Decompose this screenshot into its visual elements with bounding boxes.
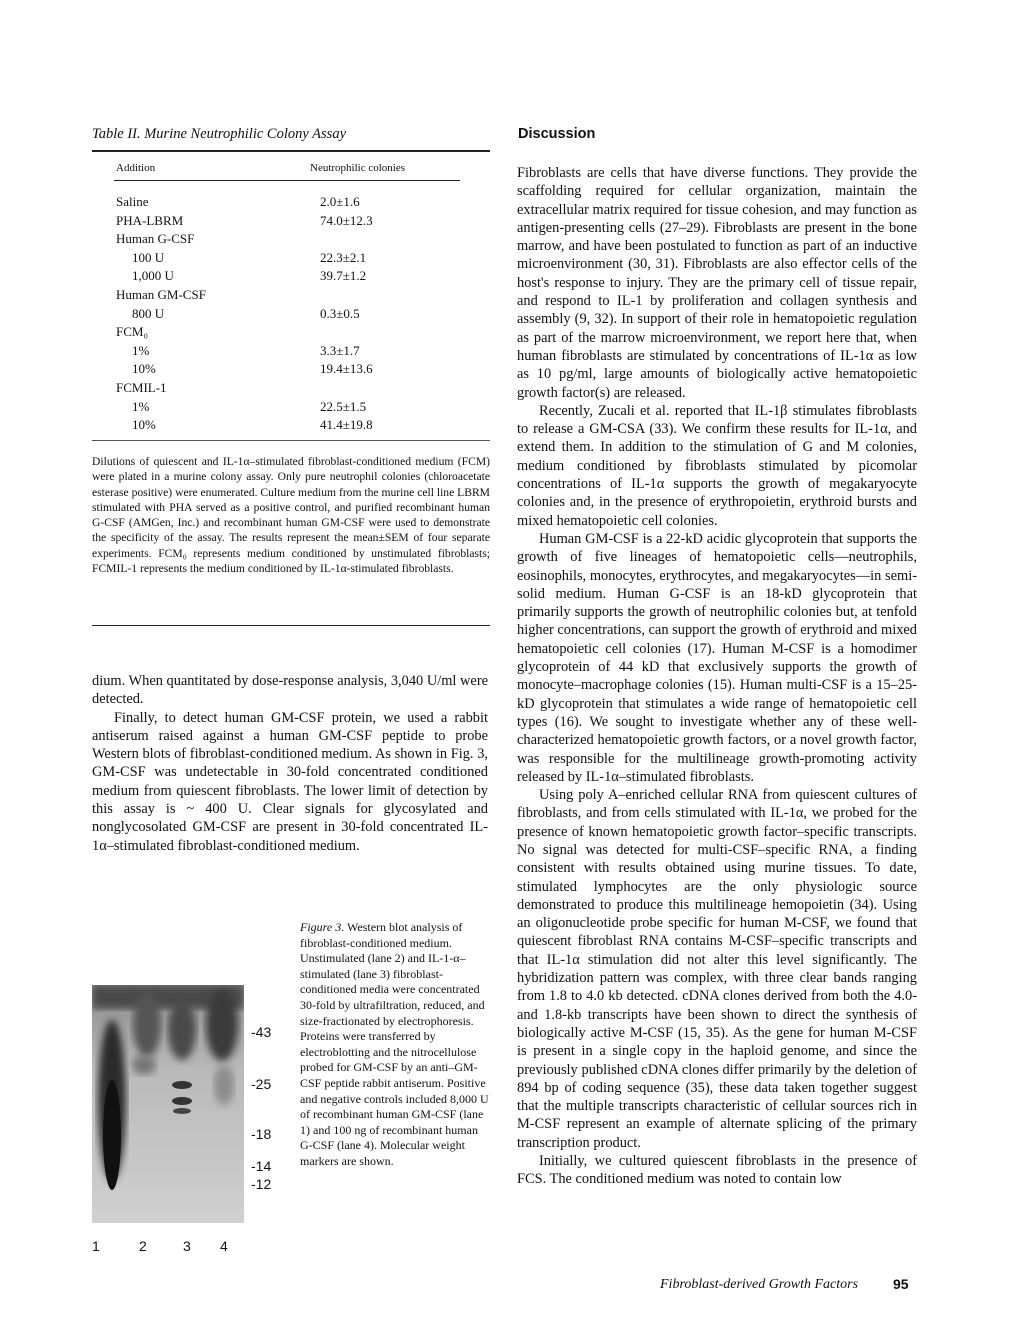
footnote-rule [92, 625, 490, 626]
table-footnote: Dilutions of quiescent and IL-1α–stimulated fibroblast-conditioned medium (FCM) were plated in a murine colony assay. Only pure neutrophil colonies (chloroacetate esterase positive) were enumerated. Culture medium from the murine cell line LBRM stimulated with PHA served as a positive control, and purified recombinant human G-CSF (AMGen, Inc.) and recombinant human GM-CSF were used to demonstrate the specificity of the assay. The results represent the mean±SEM of four separate experiments. FCM₀ represents medium conditioned by unstimulated fibroblasts; FCMIL-1 represents the medium conditioned by IL-1α-stimulated fibroblasts. [92, 455, 490, 576]
table-header-colonies: Neutrophilic colonies [310, 162, 406, 174]
table-header-addition: Addition [116, 162, 156, 174]
discussion-heading: Discussion [518, 126, 596, 142]
table-cell-colonies: 19.4±13.6 [320, 361, 373, 377]
paragraph: Fibroblasts are cells that have diverse functions. They provide the scaffolding required for cellular organization, maintain the extracellular matrix required for tissue cohesion, and may function as antigen-presenting cells (27–29). Fibroblasts are present in the bone marrow, and have been postulated to function as part of an inductive microenvironment (30, 31). Fibroblasts are also effector cells of the host's response to injury. They are the primary cell of tissue repair, and respond to IL-1 by proliferation and collagen synthesis and assembly (9, 32). In support of their role in hematopoietic regulation as part of the marrow microenvironment, we report here that, when human fibroblasts are stimulated by concentrations of IL-1α as low as 10 pg/ml, large amounts of biologically active hematopoietic growth factor(s) are released. [517, 165, 917, 401]
running-title: Fibroblast-derived Growth Factors [660, 1277, 859, 1292]
table-cell-addition: PHA-LBRM [116, 212, 184, 228]
table-title: Table II. Murine Neutrophilic Colony Assay [92, 126, 347, 142]
table-cell-addition: 10% [132, 361, 156, 377]
paragraph: Using poly A–enriched cellular RNA from quiescent cultures of fibroblasts, and from cells stimulated with IL-1α, we probed for the presence of known hematopoietic growth factor–specific transcripts. No signal was detected for multi-CSF–specific RNA, a finding consistent with results obtained using murine tissues. To date, stimulated lymphocytes are the only physiologic source demonstrated to produce this multilineage hemopoietin (34). Using an oligonucleotide probe specific for human M-CSF, we found that quiescent fibroblast RNA contains M-CSF–specific transcripts and that IL-1α stimulation did not alter this level significantly. The hybridization pattern was complex, with three clear bands ranging from 1.8 to 4.0 kb detected. cDNA clones derived from both the 4.0- and 1.8-kb transcripts have been shown to direct the synthesis of biologically active M-CSF (15, 35). As the gene for human M-CSF is present in a single copy in the haploid genome, and since the previously published cDNA clones differ primarily by the deletion of 894 bp of coding sequence (35), these data taken together suggest that the multiple transcripts characteristic of cellular sources rich in M-CSF represent an example of alternate splicing of the primary transcription product. [517, 787, 917, 1151]
table-cell-colonies: 3.3±1.7 [320, 342, 360, 358]
table-cell-addition: 1,000 U [132, 268, 174, 284]
left-column-text [92, 672, 488, 855]
table-cell-colonies: 2.0±1.6 [320, 194, 360, 209]
western-blot-image [92, 985, 244, 1223]
table-header-rule [114, 180, 460, 181]
figure-label: Figure 3. [300, 920, 345, 934]
mw-marker: -12 [251, 1176, 272, 1192]
lane-label: 3 [183, 1238, 191, 1254]
table-cell-addition: Human G-CSF [116, 231, 195, 247]
table-bottom-rule [92, 440, 490, 441]
page-number: 95 [893, 1276, 909, 1292]
table-cell-addition: 1% [132, 398, 150, 414]
table-cell-colonies: 74.0±12.3 [320, 212, 373, 228]
lane-label: 1 [92, 1238, 100, 1254]
table-cell-addition: FCM₀ [116, 324, 148, 340]
figure-caption-text: Western blot analysis of fibroblast-conditioned medium. Unstimulated (lane 2) and IL-1-α–stimulated (lane 3) fibroblast-conditioned media were concentrated 30-fold by ultrafiltration, reduced, and size-fractionated by electrophoresis. Proteins were transferred by electroblotting and the nitrocellulose probed for GM-CSF by an anti–GM-CSF peptide rabbit antiserum. Positive and negative controls included 8,000 U of recombinant human GM-CSF (lane 1) and 100 ng of recombinant human G-CSF (lane 4). Molecular weight markers are shown. [300, 920, 489, 1168]
table-cell-addition: Saline [116, 194, 149, 209]
western-blot-graphic [92, 985, 244, 1223]
table-cell-addition: FCMIL-1 [116, 380, 167, 395]
lane-label: 2 [139, 1238, 147, 1254]
paragraph: Human GM-CSF is a 22-kD acidic glycoprotein that supports the growth of five lineages of hematopoietic cells—neutrophils, eosinophils, monocytes, erythrocytes, and megakaryocytes—in semi-solid medium. Human G-CSF is an 18-kD glycoprotein that primarily supports the growth of neutrophilic colonies but, at tenfold higher concentrations, can support the growth of erythroid and mixed hematopoietic cell colonies (17). Human M-CSF is a homodimer glycoprotein of 44 kD that exclusively supports the growth of monocyte–macrophage colonies (15). Human multi-CSF is a 15–25-kD glycoprotein that stimulates a wide range of hematopoietic cell types (16). We sought to investigate whether any of these well-characterized hematopoietic growth factors, or a novel growth factor, was responsible for the multilineage growth-promoting activity released by IL-1α–stimulated fibroblasts. [517, 530, 917, 785]
table-top-rule [92, 150, 490, 152]
paragraph: dium. When quantitated by dose-response analysis, 3,040 U/ml were detected. [92, 673, 488, 708]
mw-marker: -25 [251, 1076, 272, 1092]
mw-marker: -14 [251, 1158, 272, 1174]
lane-label: 4 [220, 1238, 228, 1254]
table-cell-addition: Human GM-CSF [116, 287, 206, 302]
mw-marker: -43 [251, 1024, 272, 1040]
table-cell-colonies: 41.4±19.8 [320, 417, 373, 433]
table-cell-colonies: 22.5±1.5 [320, 398, 367, 414]
table-cell-addition: 10% [132, 417, 156, 433]
mw-marker: -18 [251, 1126, 272, 1142]
table-cell-addition: 100 U [132, 249, 165, 265]
paragraph: Recently, Zucali et al. reported that IL-1β stimulates fibroblasts to release a GM-CSA (33). We confirm these results for IL-1α, and extend them. In addition to the stimulation of G and M colonies, medium conditioned by fibroblasts stimulated by picomolar concentrations of IL-1α supports the growth of megakaryocyte colonies and, in the presence of erythropoietin, erythroid bursts and mixed hematopoietic cell colonies. [517, 402, 917, 529]
figure-caption [300, 920, 490, 1170]
table-cell-colonies: 0.3±0.5 [320, 305, 360, 321]
table-cell-colonies: 39.7±1.2 [320, 268, 367, 284]
table-cell-addition: 1% [132, 342, 150, 358]
table-cell-colonies: 22.3±2.1 [320, 249, 367, 265]
paragraph: Finally, to detect human GM-CSF protein, we used a rabbit antiserum raised against a human GM-CSF peptide to probe Western blots of fibroblast-conditioned medium. As shown in Fig. 3, GM-CSF was undetectable in 30-fold concentrated conditioned medium from quiescent fibroblasts. The lower limit of detection by this assay is ~ 400 U. Clear signals for glycosylated and nonglycosolated GM-CSF are present in 30-fold concentrated IL-1α–stimulated fibroblast-conditioned medium. [92, 709, 488, 854]
paragraph: Initially, we cultured quiescent fibroblasts in the presence of FCS. The conditioned medium was noted to contain low [517, 1153, 917, 1188]
table-cell-addition: 800 U [132, 305, 165, 321]
discussion-text [517, 164, 917, 1189]
